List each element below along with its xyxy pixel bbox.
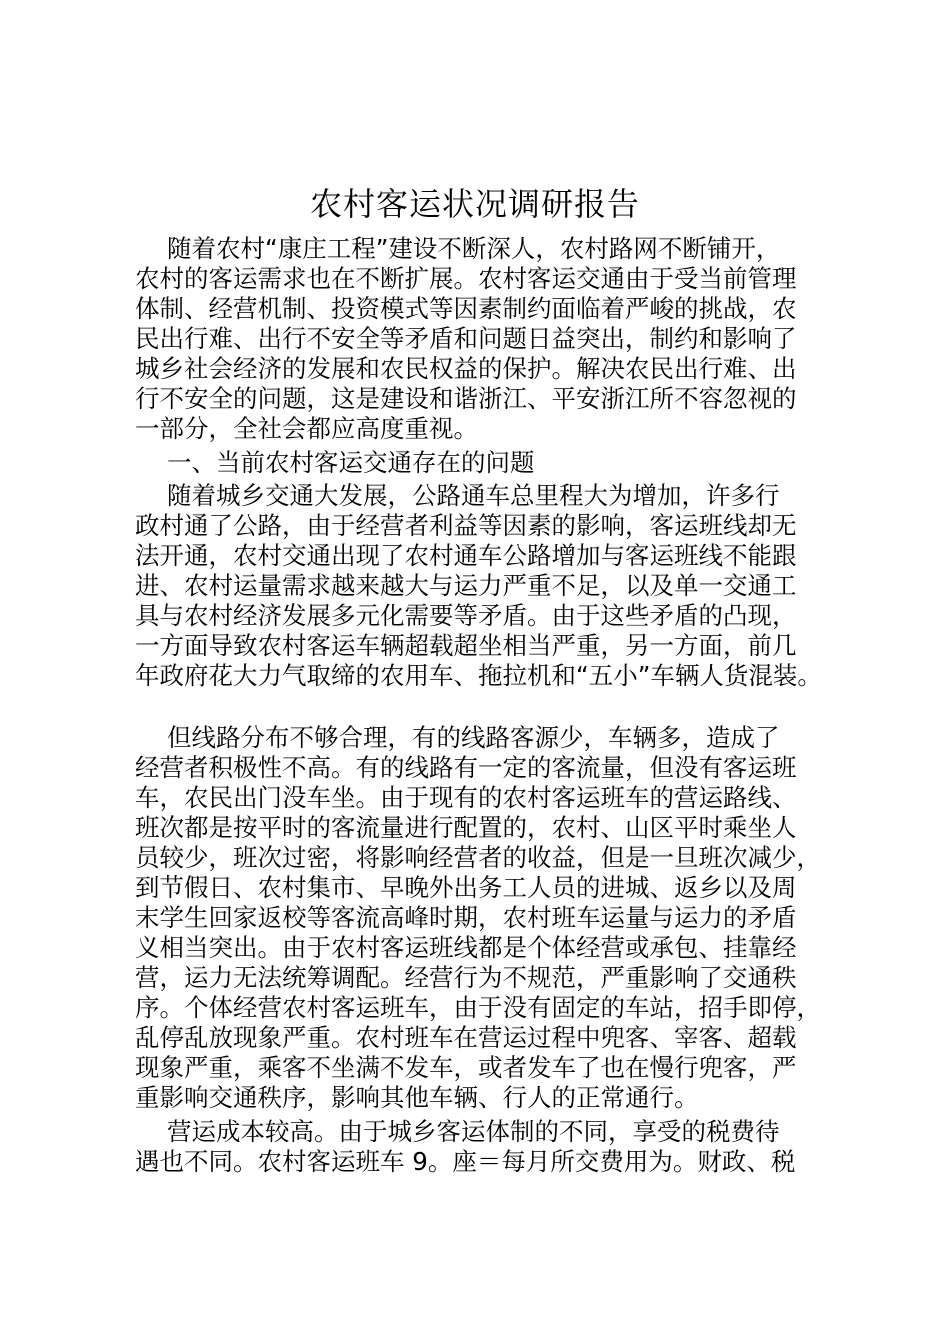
paragraph-line: 行不安全的问题，这是建设和谐浙江、平安浙江所不容忽视的	[135, 384, 797, 413]
paragraph-line: 序。个体经营农村客运班车，由于没有固定的车站，招手即停，	[135, 993, 821, 1022]
paragraph-line: 进、农村运量需求越来越大与运力严重不足，以及单一交通工	[135, 571, 797, 600]
paragraph-line: 随着农村“康庄工程”建设不断深人，农村路网不断铺开，	[167, 234, 781, 263]
paragraph-line: 一部分，全社会都应高度重视。	[135, 414, 478, 443]
paragraph-line: 遇也不同。农村客运班车 9。座＝每月所交费用为。财政、税	[135, 1147, 796, 1176]
paragraph-line: 政村通了公路，由于经营者利益等因素的影响，客运班线却无	[135, 511, 797, 540]
paragraph-line: 班次都是按平时的客流量进行配置的，农村、山区平时乘坐人	[135, 813, 797, 842]
paragraph-line: 现象严重，乘客不坐满不发车，或者发车了也在慢行兜客，严	[135, 1053, 797, 1082]
paragraph-line: 营运成本较高。由于城乡客运体制的不同，享受的税费待	[167, 1117, 780, 1146]
paragraph-line: 随着城乡交通大发展，公路通车总里程大为增加，许多行	[167, 481, 780, 510]
paragraph-line: 法开通，农村交通出现了农村通车公路增加与客运班线不能跟	[135, 541, 797, 570]
paragraph-line: 员较少，班次过密，将影响经营者的收益，但是一旦班次减少，	[135, 843, 821, 872]
paragraph-line: 城乡社会经济的发展和农民权益的保护。解决农民出行难、出	[135, 354, 797, 383]
paragraph-line: 农村的客运需求也在不断扩展。农村客运交通由于受当前管理	[135, 264, 797, 293]
paragraph-line: 年政府花大力气取缔的农用车、拖拉机和“五小”车辆人货混装。	[135, 661, 822, 690]
paragraph-line: 民出行难、出行不安全等矛盾和问题日益突出，制约和影响了	[135, 324, 797, 353]
paragraph-line: 具与农村经济发展多元化需要等矛盾。由于这些矛盾的凸现，	[135, 601, 797, 630]
paragraph-line: 但线路分布不够合理，有的线路客源少，车辆多，造成了	[167, 723, 780, 752]
paragraph-line: 末学生回家返校等客流高峰时期，农村班车运量与运力的矛盾	[135, 903, 797, 932]
paragraph-line: 重影响交通秩序，影响其他车辆、行人的正常通行。	[135, 1083, 699, 1112]
document-title: 农村客运状况调研报告	[309, 185, 640, 223]
paragraph-line: 经营者积极性不高。有的线路有一定的客流量，但没有客运班	[135, 753, 797, 782]
paragraph-line: 义相当突出。由于农村客运班线都是个体经营或承包、挂靠经	[135, 933, 797, 962]
paragraph-line: 体制、经营机制、投资模式等因素制约面临着严峻的挑战，农	[135, 294, 797, 323]
paragraph-line: 乱停乱放现象严重。农村班车在营运过程中兜客、宰客、超载	[135, 1023, 797, 1052]
paragraph-line: 到节假日、农村集市、早晚外出务工人员的进城、返乡以及周	[135, 873, 797, 902]
paragraph-line: 营，运力无法统筹调配。经营行为不规范，严重影响了交通秩	[135, 963, 797, 992]
section-heading: 一、当前农村客运交通存在的问题	[167, 448, 535, 477]
paragraph-line: 车，农民出门没车坐。由于现有的农村客运班车的营运路线、	[135, 783, 797, 812]
paragraph-line: 一方面导致农村客运车辆超载超坐相当严重，另一方面，前几	[135, 631, 797, 660]
